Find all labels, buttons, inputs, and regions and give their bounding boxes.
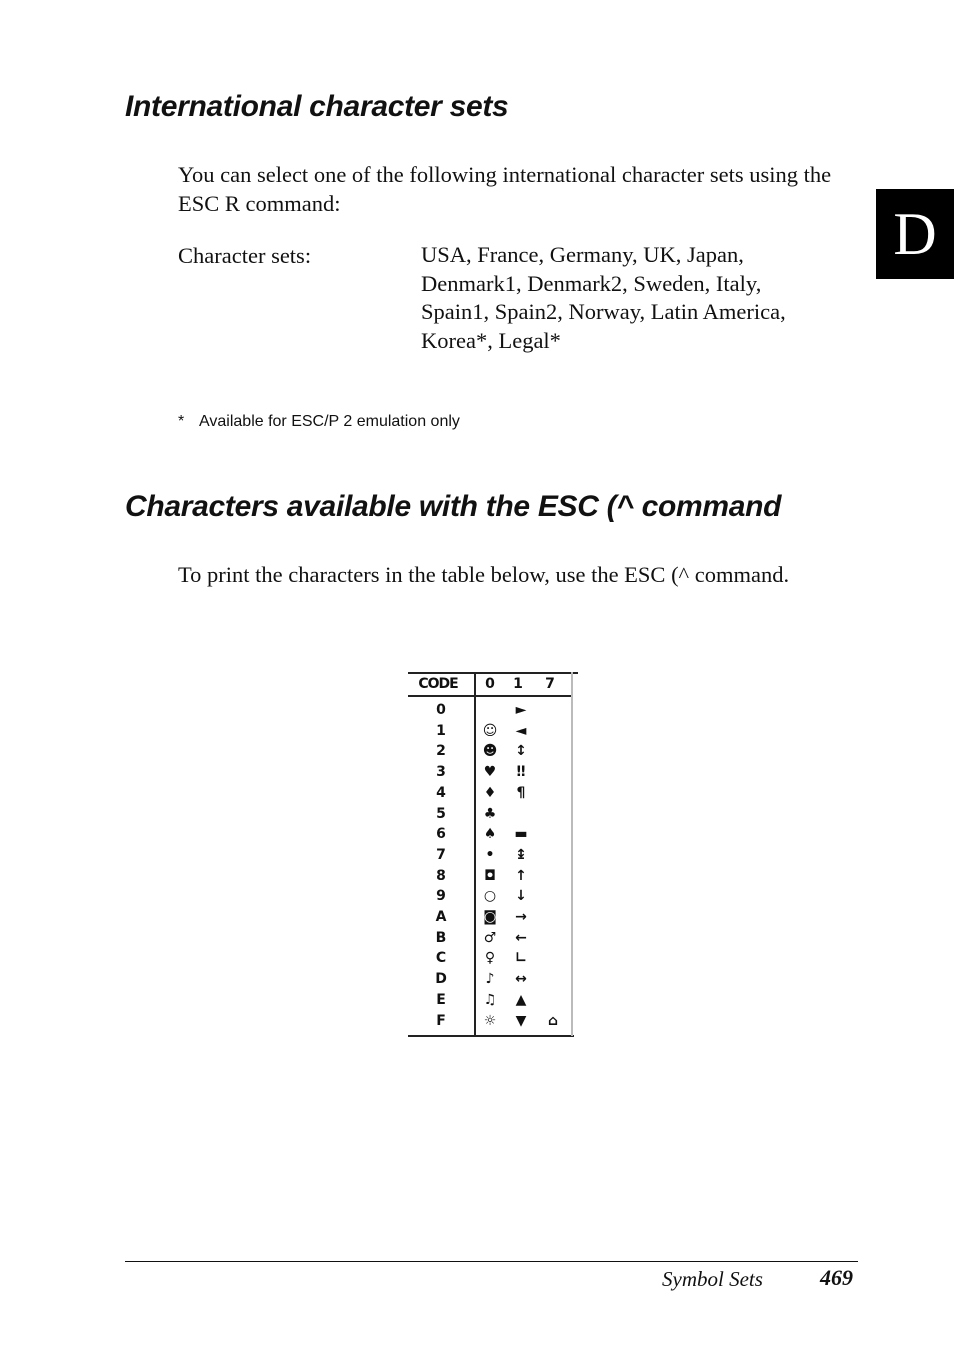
row-code: 0 — [436, 702, 446, 718]
char-cell: ▼ — [515, 1012, 527, 1029]
char-cell: → — [515, 909, 527, 925]
row-code: C — [435, 950, 447, 967]
char-cell: • — [485, 846, 495, 863]
intro-paragraph-2: To print the characters in the table below, use the ESC (^ command. — [178, 562, 790, 587]
char-cell: ‼ — [516, 764, 526, 781]
character-sets-line: Spain1, Spain2, Norway, Latin America, — [421, 299, 786, 324]
row-code: 9 — [436, 888, 446, 905]
char-cell: ▲ — [515, 991, 527, 1008]
char-cell: ► — [515, 702, 527, 718]
table-header-code: CODE — [418, 676, 458, 692]
char-cell: ○ — [483, 888, 497, 905]
row-code: 6 — [436, 826, 446, 843]
char-cell: ♥ — [483, 764, 497, 781]
row-code: 2 — [436, 743, 446, 760]
character-sets-list — [421, 241, 861, 355]
row-code: 5 — [436, 805, 446, 822]
table-code-divider — [474, 672, 476, 1036]
char-cell: ↕ — [515, 743, 527, 760]
char-cell: ☻ — [482, 743, 498, 760]
page-number: 469 — [820, 1265, 853, 1290]
character-sets-line: USA, France, Germany, UK, Japan, — [421, 242, 744, 267]
row-code: A — [435, 909, 447, 925]
footer-section-title: Symbol Sets — [662, 1267, 763, 1291]
row-code: 4 — [436, 784, 446, 801]
char-cell: ♠ — [483, 826, 497, 843]
char-cell: ◙ — [483, 909, 497, 925]
heading-esc-command: Characters available with the ESC (^ command — [125, 490, 782, 523]
intro-paragraph-1: You can select one of the following international character sets using the ESC R command: — [178, 162, 832, 216]
table-header-col: 1 — [513, 676, 523, 692]
char-cell: ☺ — [482, 722, 498, 739]
heading-international-character-sets: International character sets — [125, 90, 509, 123]
character-table — [405, 668, 580, 1040]
row-code: F — [436, 1012, 446, 1029]
row-code: 7 — [436, 846, 446, 863]
char-cell: ♦ — [483, 784, 497, 801]
footer-rule — [125, 1261, 858, 1262]
table-right-edge — [571, 672, 573, 1036]
char-cell: ▬ — [514, 826, 528, 843]
char-cell: ♂ — [483, 929, 497, 946]
char-cell: ← — [515, 929, 527, 946]
row-code: B — [435, 929, 447, 946]
character-sets-line: Denmark1, Denmark2, Sweden, Italy, — [421, 270, 762, 296]
row-code: E — [436, 991, 446, 1008]
section-tab: D — [876, 189, 954, 279]
char-cell: ♣ — [483, 805, 497, 822]
table-header-col: 7 — [545, 676, 555, 692]
character-sets-line: Korea*, Legal* — [421, 327, 561, 353]
char-cell: ♫ — [483, 991, 497, 1008]
char-cell: ◘ — [484, 867, 496, 884]
char-cell: ♪ — [485, 971, 495, 988]
footnote — [178, 413, 460, 431]
char-cell: ↔ — [515, 971, 527, 988]
char-cell: ☼ — [483, 1012, 497, 1029]
table-bottom-rule — [408, 1035, 574, 1037]
char-cell: ⌂ — [547, 1012, 559, 1029]
row-code: 3 — [436, 764, 446, 781]
char-cell: ↨ — [515, 846, 527, 863]
char-cell: ↓ — [515, 888, 527, 905]
table-header-col: 0 — [485, 676, 495, 692]
footnote-text: Available for ESC/P 2 emulation only — [199, 413, 460, 430]
char-cell: ↑ — [515, 867, 527, 884]
char-cell: ∟ — [515, 950, 527, 967]
row-code: 8 — [436, 867, 446, 884]
char-cell: ♀ — [484, 950, 496, 967]
row-code: 1 — [436, 722, 446, 739]
footnote-mark: * — [178, 413, 185, 430]
character-sets-label: Character sets: — [178, 243, 312, 268]
char-cell: ¶ — [516, 784, 526, 801]
char-cell: ◄ — [515, 722, 527, 739]
table-header-rule — [408, 695, 571, 697]
row-code: D — [435, 971, 447, 988]
